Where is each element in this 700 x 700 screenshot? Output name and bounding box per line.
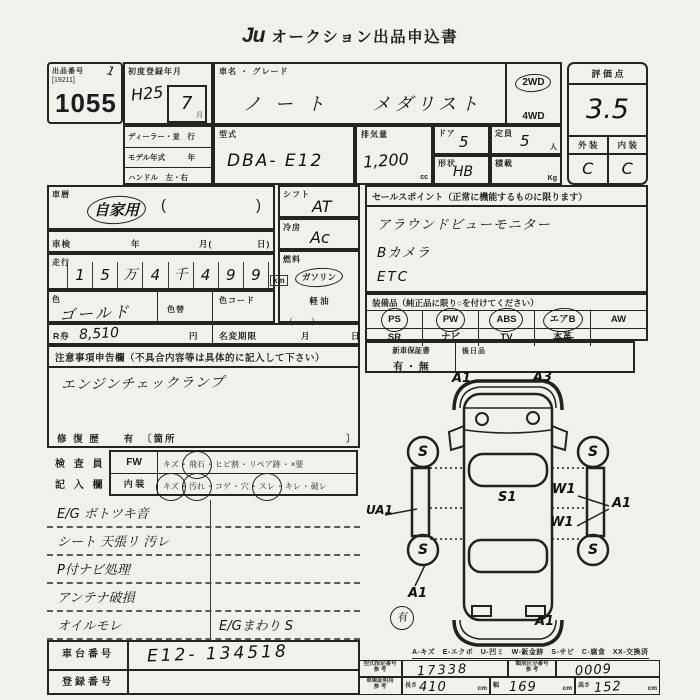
fuel-paren: （ ） [284,317,321,327]
equipment-header: 装備品（純正品に限り○を付けてください） [367,295,646,311]
displacement-box [355,125,433,185]
fw-item: 飛石 [189,454,205,475]
height-value: 152 [593,679,623,696]
interior-row-label: 内 装 [111,474,158,495]
mileage-digit: 9 [226,266,236,284]
shift-label: シフト [283,190,310,199]
note-row [47,500,360,528]
load-box [490,155,562,185]
interior-label: 内 装 [617,140,637,150]
drive-type-box [505,62,562,125]
ref-note: 参 考 [373,667,387,673]
damage-legend: A-キズ E-エクボ U-凹ミ W-鈑金跡 S-サビ C-腐食 XX-交換済 [412,647,649,659]
length-label: 長さ [405,683,418,689]
equipment-box [365,293,648,341]
shape-label: 形状 [438,159,456,168]
fw-item: リペア跡 [248,460,281,469]
note-text: オイルモレ [57,619,122,634]
damage-right-w1b: W1 [550,515,574,530]
color-box [47,290,275,323]
model-year-row: モデル年式 年 [125,147,211,167]
damage-front-right: A3 [533,370,553,385]
lot-code: [19211] [52,77,75,84]
damage-rear: A1 [535,614,555,629]
doors-box [433,125,490,155]
aircon-box [278,218,360,250]
reference-table [358,660,660,695]
inspection-label: 車検 [52,239,72,249]
wheel-mark-front-left: S [418,444,429,460]
first-registration-month: 7 [181,93,193,114]
sales-point-line: ETC [377,269,410,285]
handle-row: ハンドル 左・右 [125,167,211,185]
color-label: 色 [52,295,61,304]
class-code-value: 0009 [574,661,613,680]
sales-points-box [365,185,648,293]
equip-airbag: エアB [550,311,576,328]
first-registration-month-box [167,85,207,123]
namechange-month: 月 [301,331,311,341]
inspection-year-label: 年 [131,239,141,249]
doors-value: 5 [459,133,469,151]
model-code-value: 17338 [416,661,469,680]
color-code-label: 色コード [219,296,255,305]
damage-bottom-left: A1 [408,586,428,601]
wheel-mark-front-right: S [588,444,599,460]
capacity-label: 定員 [495,129,513,138]
repair-history-close: 〕 [346,434,356,445]
equip-sr: SR [387,332,402,343]
note-row [47,612,360,640]
equip-ps: PS [388,311,401,328]
inspector-label-2: 記 入 欄 [55,480,106,491]
width-value: 169 [509,680,537,695]
ju-logo: Ju [241,24,265,47]
fw-item: ×要 [290,460,304,469]
fuel-box [278,250,360,327]
inspection-month-label: 月( [199,239,213,249]
notice-value: エンジンチェックランプ [60,374,226,394]
displacement-value: 1,200 [362,149,410,172]
interior-item: キレ [284,482,301,491]
shape-box [433,155,490,185]
dealer-rows [123,125,213,185]
note-text: E/G ボトツキ音 [57,507,149,522]
first-registration-year: H25 [130,82,165,105]
namechange-day: 日 [351,331,361,341]
chassis-label: 車台番号 [49,642,129,669]
mileage-digit: 1 [75,266,85,284]
shift-box [278,185,360,218]
width-unit: cm [562,685,572,692]
equipment-row-1 [367,311,646,329]
doors-label: ドア [438,129,456,138]
inspection-box [47,230,275,253]
form-title-text: オークション出品申込書 [271,29,459,46]
drive-4wd: 4WD [522,111,545,122]
model-code-label: 型式指定番号 [363,661,397,667]
notice-box [47,345,360,448]
capacity-value: 5 [520,132,530,150]
fuel-label: 燃料 [283,255,301,264]
model-value: DBA- E12 [227,151,324,171]
interior-item: スレ [259,476,275,497]
first-registration-box [123,62,213,125]
color-code-divider [212,292,213,321]
damage-right-w1a: W1 [552,482,576,497]
car-name-value: ノ ー ト メダリスト [243,94,483,115]
ref-note: 参 考 [525,667,539,673]
inspector-section [47,448,360,500]
lot-box [47,62,123,124]
note-text: P付ナビ処理 [57,563,130,578]
mileage-digit: 4 [200,266,211,284]
lot-number: 1055 [55,88,117,118]
capacity-unit: 人 [550,144,557,151]
displacement-label: 排気量 [361,130,388,139]
width-label: 幅 [493,683,500,689]
length-value: 410 [419,680,447,695]
interior-item: コゲ [214,482,231,491]
mileage-digit: 万 [123,267,138,283]
equip-aw: AW [610,314,627,325]
height-unit: cm [647,685,657,692]
model-label: 型式 [219,130,237,139]
rticket-divider [212,325,213,343]
interior-item: 穴 [240,482,249,491]
inspector-stamp-icon: 有 [388,604,415,631]
fw-label: FW [111,452,158,473]
score-label: 評 価 点 [569,64,646,85]
equip-pw: PW [443,311,458,328]
interior-item: キズ [163,476,179,497]
exterior-grade: C [582,159,594,178]
car-name-box [213,62,507,125]
history-paren-close: ) [256,197,261,214]
mileage-digit: 千 [173,267,188,283]
mileage-digit-cells [67,262,269,288]
sales-points-header: セールスポイント（正常に機能するものに限ります） [367,187,646,207]
damage-left-side: UA1 [366,503,393,517]
chassis-value: E12- 134518 [146,641,290,667]
exterior-label: 外 装 [569,137,609,153]
mileage-digit: 9 [251,266,261,284]
mileage-box [47,253,285,290]
note-text-right: E/Gまわり S [219,619,294,634]
ref-note: 参 考 [373,684,387,690]
drive-2wd: 2WD [522,77,545,88]
sales-point-line: Bカメラ [377,245,431,261]
equip-abs: ABS [496,311,516,328]
form-title [0,24,700,48]
mileage-unit: km [270,275,288,286]
mileage-digit: 4 [150,266,161,284]
equip-navi: ナビ [440,332,460,343]
garage-cert-label: 車庫証明用 [366,678,394,684]
displacement-unit: cc [420,174,428,181]
load-label: 積載 [495,159,513,168]
damage-right-a1: A1 [612,496,632,511]
chassis-box [47,640,360,695]
damage-roof: S1 [498,490,517,505]
note-row [47,556,360,584]
rticket-unit: 円 [189,331,199,341]
interior-grade: C [621,159,633,178]
inspector-interior-row [111,474,356,495]
equip-leather: 本革 [553,329,572,346]
note-text: シート 天張リ 汚レ [57,535,170,550]
warranty-options: 有 ・ 無 [393,362,429,373]
rticket-label: R券 [53,331,70,341]
lot-label: 出品番号 [52,68,84,75]
wheel-mark-rear-right: S [588,542,599,558]
inspector-fw-row [111,452,356,474]
fw-item: キズ [163,460,179,469]
later-items-label: 後日品 [462,348,486,355]
load-unit: Kg [547,175,557,182]
height-label: 高さ [578,683,591,689]
mileage-label: 走行 [52,258,70,267]
equip-tv: TV [500,332,513,343]
length-unit: cm [477,685,487,692]
notes-section [47,500,360,640]
repair-history-label: 修 復 歴 有 〔箇所 [57,434,177,445]
registration-number-label: 登録番号 [49,671,129,695]
warranty-label: 新車保証書 [392,346,430,355]
score-value: 3.5 [586,94,629,125]
history-value: 自家用 [94,201,140,219]
fuel-diesel: 軽 油 [309,296,329,306]
notice-header: 注意事項申告欄（不具合内容等は具体的に記入して下さい） [49,347,358,368]
capacity-box [490,125,562,155]
color-change-label: 色替 [167,305,185,314]
month-unit-label: 月 [196,112,203,119]
note-row [47,528,360,556]
fuel-gasoline: ガソリン [301,272,336,282]
note-row [47,584,360,612]
class-code-label: 類別区分番号 [515,661,549,667]
history-box [47,185,275,230]
car-name-label: 車名 ・ グレード [219,67,289,76]
model-box [213,125,355,185]
dealer-row: ディーラー・並 行 [128,132,195,141]
inspection-day-label: 日) [257,239,271,249]
damage-front-left: A1 [452,371,472,386]
mileage-digit: 5 [100,266,110,284]
score-box [567,62,648,185]
color-value: ゴールド [58,302,132,325]
aircon-label: 冷房 [283,223,301,232]
history-label: 車暦 [52,190,70,199]
aircon-value: Ac [310,228,330,247]
rticket-value: 8,510 [78,324,120,344]
note-text: アンテナ破損 [57,591,135,606]
shape-value: HB [453,164,474,180]
inspector-grid [109,450,358,496]
interior-item: 汚れ [189,476,205,497]
sales-point-line: アラウンドビューモニター [377,217,551,233]
wheel-mark-rear-left: S [418,542,429,558]
lot-hand-mark: 1 [105,63,117,79]
interior-item: 破レ [310,482,327,491]
first-registration-label: 初度登録年月 [128,67,182,76]
shift-value: AT [312,197,332,216]
namechange-label: 名変期限 [219,331,258,341]
history-paren-open: ( [161,197,166,214]
color-divider [157,292,158,321]
fw-item: ヒビ割 [214,460,239,469]
inspector-label-1: 検 査 員 [55,459,106,470]
